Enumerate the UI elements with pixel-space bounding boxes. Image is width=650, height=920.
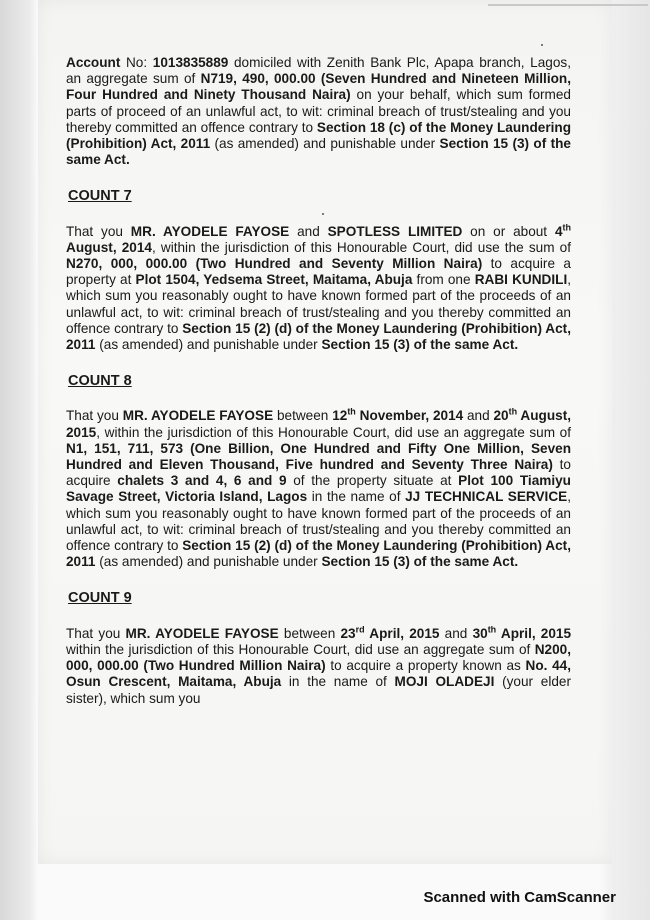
text-run: between — [273, 408, 333, 424]
text-run: on your behalf, which sum formed parts of proceed of an unlawful act, to wit: criminal breach of trust/stealing and you thereby committed an offence contrary to — [66, 87, 571, 135]
text-run: , which sum you reasonably ought to have known formed part of the proceeds of an unlawful act, to wit: criminal breach of trust/stealing and you thereby committed an offence contrary to — [66, 272, 572, 336]
text-run: , within the jurisdiction of this Honourable Court, did use the sum of — [151, 239, 571, 255]
bold-text-run: rd — [355, 624, 365, 635]
bold-text-run: 4 — [554, 223, 563, 239]
text-run: (as amended) and punishable under — [210, 136, 440, 152]
bold-text-run: April, 2015 — [364, 625, 440, 641]
text-run: to acquire — [66, 457, 571, 489]
intro-paragraph — [66, 55, 571, 168]
bold-text-run: Section 15 (3) of the same Act. — [321, 554, 519, 570]
text-run: , within the jurisdiction of this Honourable Court, did use an aggregate sum of — [96, 424, 571, 440]
bold-text-run: 1013835889 — [152, 55, 229, 70]
text-run: and — [439, 625, 473, 641]
text-run: (as amended) and punishable under — [95, 554, 322, 570]
bold-text-run: No. 44, Osun Crescent, Maitama, Abuja — [66, 658, 571, 690]
count-7-paragraph — [66, 224, 571, 354]
bold-text-run: MR. AYODELE FAYOSE — [125, 625, 279, 641]
bold-text-run: th — [347, 406, 356, 417]
bold-text-run: Section 18 (c) of the Money Laundering (Prohibition) Act, 2011 — [66, 119, 572, 152]
text-run: between — [278, 625, 341, 641]
text-run: No: — [120, 55, 153, 70]
bold-text-run: August, 2015 — [66, 408, 572, 440]
bold-text-run: JJ TECHNICAL SERVICE — [405, 489, 568, 505]
bold-text-run: MR. AYODELE FAYOSE — [130, 223, 290, 239]
text-run: and — [463, 408, 494, 424]
bold-text-run: MOJI OLADEJI — [394, 674, 495, 690]
text-run: on or about — [462, 223, 555, 239]
count-9-heading: COUNT 9 — [68, 590, 132, 607]
text-run: from one — [412, 272, 475, 288]
count-7-heading: COUNT 7 — [68, 188, 132, 205]
bold-text-run: Plot 1504, Yedsema Street, Maitama, Abuja — [135, 272, 413, 288]
text-run: in the name of — [307, 489, 406, 505]
count-8-heading: COUNT 8 — [68, 373, 132, 390]
scan-speck — [541, 44, 543, 46]
text-run: domiciled with Zenith Bank Plc, Apapa branch, Lagos, an aggregate sum of — [66, 55, 571, 87]
bold-text-run: N719, 490, 000.00 (Seven Hundred and Nineteen Million, Four Hundred and Ninety Thousand Naira) — [66, 71, 571, 103]
text-run: within the jurisdiction of this Honourable Court, did use an aggregate sum of — [66, 641, 535, 657]
text-run: in the name of — [281, 674, 395, 690]
text-run: That you — [66, 625, 126, 641]
bold-text-run: Section 15 (2) (d) of the Money Laundering (Prohibition) Act, 2011 — [66, 538, 571, 570]
text-run: , which sum you reasonably ought to have known formed part of the proceeds of an unlawful act, to wit: criminal breach of trust/stealing and you thereby committed an offence contrary to — [66, 489, 571, 554]
bold-text-run: November, 2014 — [355, 408, 464, 424]
scanner-watermark: Scanned with CamScanner — [423, 889, 616, 906]
bold-text-run: Plot 100 Tiamiyu Savage Street, Victoria Island, Lagos — [66, 473, 571, 505]
text-run: to acquire a property at — [66, 256, 571, 288]
bold-text-run: 23 — [340, 625, 356, 641]
bold-text-run: Section 15 (3) of the same Act. — [321, 337, 519, 353]
text-run: to acquire a property known as — [325, 658, 526, 674]
bold-text-run: th — [487, 624, 497, 635]
bold-text-run: MR. AYODELE FAYOSE — [122, 408, 274, 424]
count-9-paragraph — [66, 626, 571, 707]
text-run: That you — [66, 408, 123, 424]
text-run: (as amended) and punishable under — [95, 337, 322, 353]
bold-text-run: chalets 3 and 4, 6 and 9 — [117, 473, 287, 489]
bold-text-run: RABI KUNDILI — [474, 272, 568, 288]
bold-text-run: 30 — [472, 625, 488, 641]
bold-text-run: April, 2015 — [496, 625, 572, 641]
bold-text-run: August, 2014 — [66, 239, 152, 255]
bold-text-run: 20 — [493, 408, 509, 424]
bold-text-run: N270, 000, 000.00 (Two Hundred and Seventy Million Naira) — [66, 256, 483, 272]
bold-text-run: Section 15 (3) of the same Act. — [66, 136, 571, 168]
bold-text-run: 12 — [332, 408, 348, 424]
page-edge-line — [488, 4, 648, 6]
count-8-paragraph — [66, 408, 571, 570]
text-run: That you — [66, 223, 131, 239]
bold-text-run: th — [508, 406, 518, 417]
text-run: (your elder sister), which sum you — [66, 674, 571, 706]
bold-text-run: N200, 000, 000.00 (Two Hundred Million Naira) — [66, 641, 571, 674]
bold-text-run: Section 15 (2) (d) of the Money Laundering (Prohibition) Act, 2011 — [66, 320, 571, 353]
text-run: and — [289, 223, 328, 239]
bold-text-run: N1, 151, 711, 573 (One Billion, One Hundred and Fifty One Million, Seven Hundred and Eleven Thousand, Five hundred and Seventy Three Naira) — [66, 440, 571, 473]
bold-text-run: th — [562, 222, 571, 233]
bold-text-run: SPOTLESS LIMITED — [327, 223, 463, 239]
document-body — [66, 55, 571, 707]
bold-text-run: Account — [66, 55, 121, 70]
text-run: of the property situate at — [286, 473, 459, 489]
